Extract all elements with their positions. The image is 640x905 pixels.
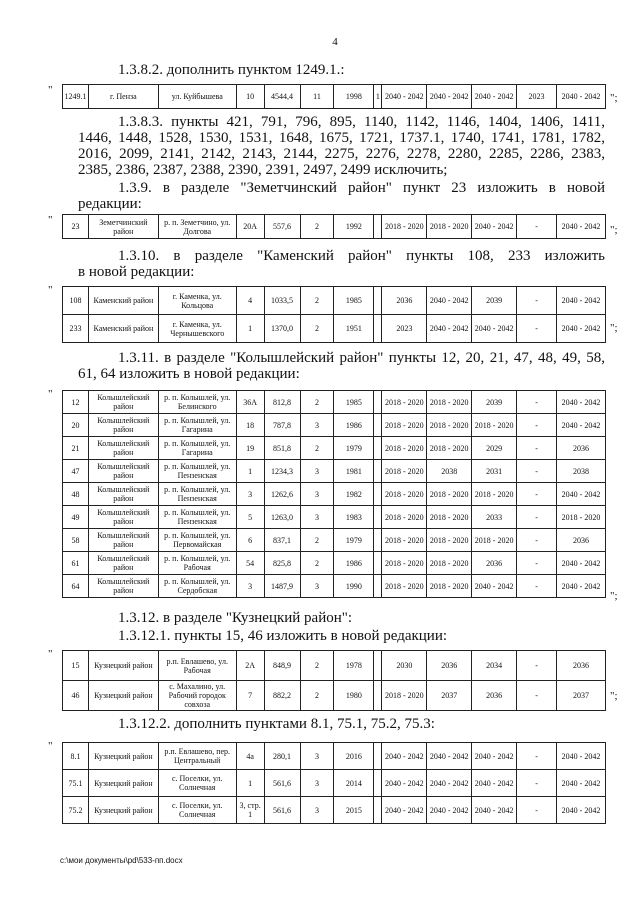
cell-num: 48 — [63, 483, 89, 506]
cell-period-5: 2040 - 2042 — [557, 391, 606, 414]
cell-district: Колышлейский район — [88, 552, 158, 575]
cell-house: 4 — [236, 287, 264, 315]
cell-house: 4а — [236, 743, 264, 770]
cell-area: 561,6 — [264, 770, 300, 797]
table-kamensky — [62, 286, 606, 343]
table-kolyshleysky — [62, 390, 606, 598]
para-1-3-11-line-1: 1.3.11. в разделе "Колышлейский район" пункты 12, 20, 21, 47, 48, 49, 58, — [118, 350, 605, 366]
cell-num: 15 — [63, 651, 89, 681]
cell-period-1: 2018 - 2020 — [382, 552, 427, 575]
cell-extra — [374, 315, 382, 343]
cell-district: Кузнецкий район — [88, 681, 158, 711]
cell-floors: 3 — [300, 483, 334, 506]
cell-period-2: 2040 - 2042 — [427, 85, 472, 109]
cell-year: 1986 — [334, 552, 374, 575]
cell-floors: 2 — [300, 651, 334, 681]
cell-floors: 2 — [300, 215, 334, 239]
cell-year: 1982 — [334, 483, 374, 506]
table-row — [63, 770, 606, 797]
cell-floors: 3 — [300, 506, 334, 529]
cell-area: 848,9 — [264, 651, 300, 681]
cell-period-4: - — [517, 743, 557, 770]
table-row — [63, 797, 606, 824]
cell-house: 2А — [236, 651, 264, 681]
quote-close: "; — [610, 92, 618, 104]
cell-period-3: 2033 — [472, 506, 517, 529]
cell-district: Кузнецкий район — [88, 770, 158, 797]
cell-period-1: 2018 - 2020 — [382, 460, 427, 483]
cell-extra — [374, 770, 382, 797]
cell-num: 47 — [63, 460, 89, 483]
cell-area: 557,6 — [264, 215, 300, 239]
cell-period-5: 2036 — [557, 529, 606, 552]
cell-period-5: 2040 - 2042 — [557, 85, 606, 109]
cell-period-1: 2018 - 2020 — [382, 437, 427, 460]
cell-num: 233 — [63, 315, 89, 343]
para-1-3-9-line-1: 1.3.9. в разделе "Земетчинский район" пункт 23 изложить в новой — [118, 180, 605, 196]
cell-address: р. п. Колышлей, ул. Пензенская — [158, 506, 236, 529]
cell-period-4: - — [517, 529, 557, 552]
cell-period-5: 2018 - 2020 — [557, 506, 606, 529]
table-row — [63, 414, 606, 437]
quote-open: " — [48, 740, 53, 752]
table-row — [63, 743, 606, 770]
cell-period-4: - — [517, 651, 557, 681]
cell-period-2: 2018 - 2020 — [427, 483, 472, 506]
cell-house: 1 — [236, 770, 264, 797]
cell-area: 280,1 — [264, 743, 300, 770]
cell-year: 1992 — [334, 215, 374, 239]
cell-period-5: 2040 - 2042 — [557, 287, 606, 315]
cell-period-5: 2040 - 2042 — [557, 215, 606, 239]
cell-num: 20 — [63, 414, 89, 437]
cell-period-2: 2038 — [427, 460, 472, 483]
cell-year: 1986 — [334, 414, 374, 437]
table-row — [63, 391, 606, 414]
cell-period-4: 2023 — [517, 85, 557, 109]
cell-period-2: 2018 - 2020 — [427, 215, 472, 239]
cell-district: Колышлейский район — [88, 483, 158, 506]
cell-period-5: 2037 — [557, 681, 606, 711]
cell-num: 61 — [63, 552, 89, 575]
cell-num: 75.2 — [63, 797, 89, 824]
cell-period-2: 2040 - 2042 — [427, 287, 472, 315]
cell-district: Колышлейский район — [88, 460, 158, 483]
quote-close: "; — [610, 690, 618, 702]
cell-period-1: 2018 - 2020 — [382, 681, 427, 711]
cell-period-1: 2018 - 2020 — [382, 414, 427, 437]
cell-floors: 2 — [300, 287, 334, 315]
cell-period-3: 2040 - 2042 — [472, 797, 517, 824]
cell-period-4: - — [517, 315, 557, 343]
para-1-3-8-3-line-2: 1446, 1448, 1528, 1530, 1531, 1648, 1675, 1721, 1737.1, 1740, 1741, 1781, 1782, — [78, 130, 605, 146]
cell-district: Кузнецкий район — [88, 651, 158, 681]
footer-path: c:\мои документы\pd\533-пп.docx — [60, 856, 183, 865]
cell-floors: 3 — [300, 797, 334, 824]
cell-period-5: 2040 - 2042 — [557, 315, 606, 343]
cell-extra — [374, 215, 382, 239]
cell-year: 2016 — [334, 743, 374, 770]
cell-period-1: 2036 — [382, 287, 427, 315]
cell-period-3: 2018 - 2020 — [472, 483, 517, 506]
cell-period-4: - — [517, 483, 557, 506]
cell-year: 1990 — [334, 575, 374, 598]
cell-period-5: 2040 - 2042 — [557, 770, 606, 797]
cell-address: р. п. Колышлей, ул. Гагарина — [158, 437, 236, 460]
cell-year: 1979 — [334, 437, 374, 460]
cell-extra — [374, 529, 382, 552]
cell-period-3: 2039 — [472, 287, 517, 315]
cell-period-2: 2037 — [427, 681, 472, 711]
cell-period-3: 2040 - 2042 — [472, 743, 517, 770]
cell-extra — [374, 483, 382, 506]
cell-period-3: 2039 — [472, 391, 517, 414]
para-1-3-10-line-2: в новой редакции: — [78, 264, 195, 280]
table-row — [63, 85, 606, 109]
cell-area: 825,8 — [264, 552, 300, 575]
quote-open: " — [48, 388, 53, 400]
cell-extra — [374, 743, 382, 770]
cell-area: 561,6 — [264, 797, 300, 824]
cell-period-1: 2040 - 2042 — [382, 85, 427, 109]
cell-period-5: 2036 — [557, 651, 606, 681]
cell-period-2: 2018 - 2020 — [427, 437, 472, 460]
cell-period-4: - — [517, 215, 557, 239]
table-zemetchinsky — [62, 214, 606, 239]
cell-num: 49 — [63, 506, 89, 529]
cell-house: 36А — [236, 391, 264, 414]
cell-period-3: 2040 - 2042 — [472, 770, 517, 797]
cell-extra — [374, 506, 382, 529]
cell-period-5: 2040 - 2042 — [557, 552, 606, 575]
cell-period-5: 2040 - 2042 — [557, 797, 606, 824]
quote-open: " — [48, 284, 53, 296]
cell-year: 1951 — [334, 315, 374, 343]
cell-period-1: 2018 - 2020 — [382, 529, 427, 552]
cell-area: 1262,6 — [264, 483, 300, 506]
cell-period-4: - — [517, 287, 557, 315]
table-row — [63, 287, 606, 315]
cell-address: р. п. Колышлей, ул. Пензенская — [158, 483, 236, 506]
cell-house: 7 — [236, 681, 264, 711]
cell-extra — [374, 681, 382, 711]
cell-num: 75.1 — [63, 770, 89, 797]
table-1249-1 — [62, 84, 606, 109]
cell-num: 21 — [63, 437, 89, 460]
cell-year: 1979 — [334, 529, 374, 552]
cell-period-5: 2036 — [557, 437, 606, 460]
cell-extra: 1 — [374, 85, 382, 109]
quote-open: " — [48, 214, 53, 226]
cell-period-4: - — [517, 770, 557, 797]
cell-num: 8.1 — [63, 743, 89, 770]
table-row — [63, 575, 606, 598]
para-1-3-10-line-1: 1.3.10. в разделе "Каменский район" пункты 108, 233 изложить — [118, 248, 605, 264]
cell-period-3: 2036 — [472, 552, 517, 575]
cell-num: 1249.1 — [63, 85, 89, 109]
table-row — [63, 681, 606, 711]
cell-area: 1370,0 — [264, 315, 300, 343]
cell-period-2: 2018 - 2020 — [427, 552, 472, 575]
cell-address: р. п. Колышлей, ул. Рабочая — [158, 552, 236, 575]
cell-period-2: 2018 - 2020 — [427, 391, 472, 414]
cell-house: 10 — [236, 85, 264, 109]
cell-floors: 11 — [300, 85, 334, 109]
cell-address: г. Каменка, ул. Кольцова — [158, 287, 236, 315]
cell-district: Колышлейский район — [88, 529, 158, 552]
cell-period-4: - — [517, 437, 557, 460]
cell-floors: 3 — [300, 770, 334, 797]
cell-period-2: 2040 - 2042 — [427, 770, 472, 797]
cell-area: 787,8 — [264, 414, 300, 437]
para-1-3-12: 1.3.12. в разделе "Кузнецкий район": — [118, 610, 353, 626]
cell-address: с. Махалино, ул. Рабочий городок совхоза — [158, 681, 236, 711]
cell-extra — [374, 287, 382, 315]
cell-period-2: 2018 - 2020 — [427, 506, 472, 529]
cell-district: Земетчинский район — [88, 215, 158, 239]
cell-year: 1981 — [334, 460, 374, 483]
para-1-3-9-line-2: редакции: — [78, 196, 142, 212]
cell-extra — [374, 797, 382, 824]
quote-close: "; — [610, 590, 618, 602]
cell-address: р.п. Евлашево, ул. Рабочая — [158, 651, 236, 681]
cell-house: 3 — [236, 575, 264, 598]
para-1-3-8-3-line-4: 2385, 2386, 2387, 2388, 2390, 2391, 2497, 2499 исключить; — [78, 162, 448, 178]
cell-district: Колышлейский район — [88, 506, 158, 529]
cell-num: 23 — [63, 215, 89, 239]
table-kuznetsky-1 — [62, 650, 606, 711]
cell-area: 1033,5 — [264, 287, 300, 315]
cell-floors: 2 — [300, 552, 334, 575]
cell-period-5: 2040 - 2042 — [557, 743, 606, 770]
cell-floors: 2 — [300, 315, 334, 343]
cell-period-1: 2030 — [382, 651, 427, 681]
cell-period-4: - — [517, 460, 557, 483]
cell-period-4: - — [517, 552, 557, 575]
cell-period-1: 2018 - 2020 — [382, 506, 427, 529]
cell-extra — [374, 651, 382, 681]
cell-period-3: 2040 - 2042 — [472, 575, 517, 598]
table-row — [63, 437, 606, 460]
para-1-3-12-2: 1.3.12.2. дополнить пунктами 8.1, 75.1, 75.2, 75.3: — [118, 716, 435, 732]
cell-period-2: 2018 - 2020 — [427, 529, 472, 552]
table-row — [63, 460, 606, 483]
cell-address: р. п. Колышлей, ул. Гагарина — [158, 414, 236, 437]
cell-year: 2015 — [334, 797, 374, 824]
cell-num: 46 — [63, 681, 89, 711]
cell-area: 1487,9 — [264, 575, 300, 598]
cell-floors: 3 — [300, 460, 334, 483]
cell-period-4: - — [517, 414, 557, 437]
cell-period-5: 2040 - 2042 — [557, 414, 606, 437]
cell-floors: 2 — [300, 529, 334, 552]
cell-extra — [374, 552, 382, 575]
cell-district: Колышлейский район — [88, 437, 158, 460]
cell-period-2: 2040 - 2042 — [427, 743, 472, 770]
table-row — [63, 552, 606, 575]
cell-period-1: 2040 - 2042 — [382, 797, 427, 824]
cell-house: 1 — [236, 315, 264, 343]
cell-district: Колышлейский район — [88, 575, 158, 598]
cell-period-3: 2040 - 2042 — [472, 315, 517, 343]
cell-period-4: - — [517, 681, 557, 711]
cell-period-3: 2034 — [472, 651, 517, 681]
cell-house: 19 — [236, 437, 264, 460]
cell-floors: 3 — [300, 743, 334, 770]
cell-house: 3, стр. 1 — [236, 797, 264, 824]
cell-period-5: 2040 - 2042 — [557, 483, 606, 506]
cell-period-1: 2018 - 2020 — [382, 575, 427, 598]
cell-period-1: 2018 - 2020 — [382, 391, 427, 414]
para-1-3-12-1: 1.3.12.1. пункты 15, 46 изложить в новой редакции: — [118, 628, 448, 644]
cell-year: 1978 — [334, 651, 374, 681]
cell-year: 1980 — [334, 681, 374, 711]
cell-address: р. п. Колышлей, ул. Сердобская — [158, 575, 236, 598]
cell-floors: 3 — [300, 575, 334, 598]
cell-period-5: 2040 - 2042 — [557, 575, 606, 598]
table-row — [63, 529, 606, 552]
cell-period-3: 2036 — [472, 681, 517, 711]
cell-area: 4544,4 — [264, 85, 300, 109]
cell-year: 2014 — [334, 770, 374, 797]
cell-period-4: - — [517, 575, 557, 598]
cell-extra — [374, 391, 382, 414]
cell-district: Каменский район — [88, 287, 158, 315]
cell-district: г. Пенза — [88, 85, 158, 109]
cell-year: 1985 — [334, 287, 374, 315]
cell-floors: 3 — [300, 414, 334, 437]
cell-num: 64 — [63, 575, 89, 598]
cell-period-2: 2018 - 2020 — [427, 414, 472, 437]
para-1-3-8-2: 1.3.8.2. дополнить пунктом 1249.1.: — [118, 62, 345, 78]
cell-extra — [374, 575, 382, 598]
table-row — [63, 506, 606, 529]
cell-district: Колышлейский район — [88, 414, 158, 437]
cell-period-1: 2040 - 2042 — [382, 770, 427, 797]
cell-district: Кузнецкий район — [88, 797, 158, 824]
cell-period-4: - — [517, 391, 557, 414]
cell-extra — [374, 460, 382, 483]
cell-house: 20А — [236, 215, 264, 239]
cell-address: р. п. Земетчино, ул. Долгова — [158, 215, 236, 239]
quote-open: " — [48, 84, 53, 96]
cell-house: 6 — [236, 529, 264, 552]
cell-address: г. Каменка, ул. Чернышевского — [158, 315, 236, 343]
cell-num: 12 — [63, 391, 89, 414]
cell-period-1: 2040 - 2042 — [382, 743, 427, 770]
cell-house: 18 — [236, 414, 264, 437]
cell-period-4: - — [517, 797, 557, 824]
cell-district: Колышлейский район — [88, 391, 158, 414]
cell-floors: 2 — [300, 681, 334, 711]
cell-area: 812,8 — [264, 391, 300, 414]
cell-period-3: 2031 — [472, 460, 517, 483]
cell-area: 837,1 — [264, 529, 300, 552]
cell-period-2: 2018 - 2020 — [427, 575, 472, 598]
cell-area: 1234,3 — [264, 460, 300, 483]
table-row — [63, 651, 606, 681]
cell-house: 1 — [236, 460, 264, 483]
cell-address: р.п. Евлашево, пер. Центральный — [158, 743, 236, 770]
table-kuznetsky-2 — [62, 742, 606, 824]
cell-address: с. Поселки, ул. Солнечная — [158, 770, 236, 797]
cell-address: с. Поселки, ул. Солнечная — [158, 797, 236, 824]
cell-address: р. п. Колышлей, ул. Пензенская — [158, 460, 236, 483]
table-row — [63, 315, 606, 343]
cell-extra — [374, 414, 382, 437]
cell-period-2: 2040 - 2042 — [427, 315, 472, 343]
cell-address: ул. Куйбышева — [158, 85, 236, 109]
cell-area: 1263,0 — [264, 506, 300, 529]
cell-district: Каменский район — [88, 315, 158, 343]
para-1-3-8-3-line-3: 2016, 2099, 2141, 2142, 2143, 2144, 2275, 2276, 2278, 2280, 2285, 2286, 2383, — [78, 146, 605, 162]
cell-house: 54 — [236, 552, 264, 575]
cell-period-1: 2018 - 2020 — [382, 483, 427, 506]
cell-district: Кузнецкий район — [88, 743, 158, 770]
cell-address: р. п. Колышлей, ул. Первомайская — [158, 529, 236, 552]
cell-period-3: 2040 - 2042 — [472, 85, 517, 109]
cell-area: 851,8 — [264, 437, 300, 460]
cell-address: р. п. Колышлей, ул. Белинского — [158, 391, 236, 414]
cell-house: 3 — [236, 483, 264, 506]
cell-period-1: 2023 — [382, 315, 427, 343]
cell-floors: 2 — [300, 391, 334, 414]
table-row — [63, 215, 606, 239]
cell-period-3: 2018 - 2020 — [472, 529, 517, 552]
quote-close: "; — [610, 224, 618, 236]
cell-period-3: 2018 - 2020 — [472, 414, 517, 437]
cell-num: 108 — [63, 287, 89, 315]
cell-period-3: 2040 - 2042 — [472, 215, 517, 239]
cell-area: 882,2 — [264, 681, 300, 711]
cell-period-2: 2040 - 2042 — [427, 797, 472, 824]
cell-period-3: 2029 — [472, 437, 517, 460]
cell-house: 5 — [236, 506, 264, 529]
cell-period-5: 2038 — [557, 460, 606, 483]
cell-period-1: 2018 - 2020 — [382, 215, 427, 239]
quote-open: " — [48, 648, 53, 660]
cell-extra — [374, 437, 382, 460]
cell-year: 1998 — [334, 85, 374, 109]
table-row — [63, 483, 606, 506]
cell-period-4: - — [517, 506, 557, 529]
para-1-3-8-3-line-1: 1.3.8.3. пункты 421, 791, 796, 895, 1140, 1142, 1146, 1404, 1406, 1411, — [118, 114, 605, 130]
cell-floors: 2 — [300, 437, 334, 460]
page-number: 4 — [332, 36, 338, 48]
cell-period-2: 2036 — [427, 651, 472, 681]
cell-year: 1985 — [334, 391, 374, 414]
quote-close: "; — [610, 322, 618, 334]
cell-num: 58 — [63, 529, 89, 552]
para-1-3-11-line-2: 61, 64 изложить в новой редакции: — [78, 366, 300, 382]
cell-year: 1983 — [334, 506, 374, 529]
